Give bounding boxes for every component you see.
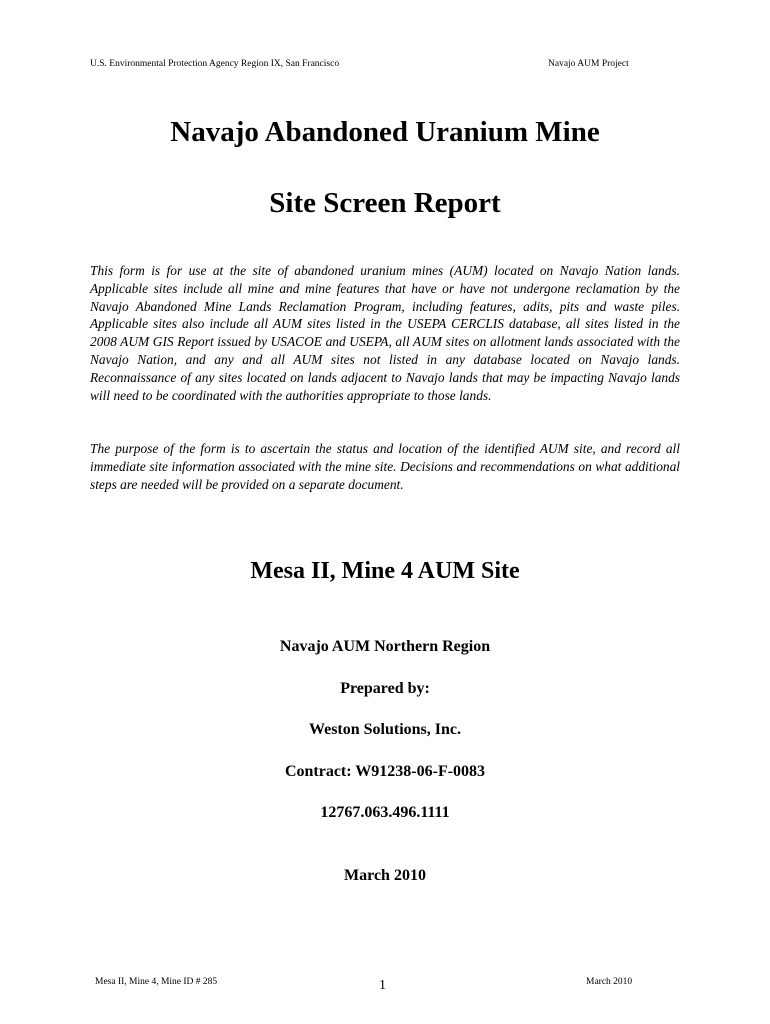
preparer-name: Weston Solutions, Inc. [308,721,462,738]
intro-paragraph-applicability: This form is for use at the site of abandoned uranium mines (AUM) located on Navajo Nation lands. Applicable sites include all mine and mine features that have or have not undergone reclamation by the Navajo Abandoned Mine Lands Reclamation Program, including features, adits, pits and waste piles. Applicable sites also include all AUM sites listed in the USEPA CERCLIS database, all sites listed in the 2008 AUM GIS Report issued by USACOE and USEPA, all AUM sites on allotment lands associated with the Navajo Nation, and any and all AUM sites not listed in any database located on Navajo lands. Reconnaissance of any sites located on lands adjacent to Navajo lands that may be impacting Navajo lands will need to be coordinated with the authorities appropriate to those lands. [90,263,680,403]
site-name: Mesa II, Mine 4 AUM Site [250,558,520,584]
footer-mine-id: Mesa II, Mine 4, Mine ID # 285 [95,977,218,987]
header-agency: U.S. Environmental Protection Agency Region IX, San Francisco [90,59,340,69]
site-region: Navajo AUM Northern Region [279,638,491,655]
report-title-line1: Navajo Abandoned Uranium Mine [170,116,600,148]
intro-paragraph-purpose: The purpose of the form is to ascertain the status and location of the identified AUM site, and record all immediate site information associated with the mine site. Decisions and recommendations on what additional steps are needed will be provided on a separate document. [90,441,680,492]
header-project: Navajo AUM Project [548,59,629,69]
footer-date: March 2010 [586,977,633,987]
report-title-line2: Site Screen Report [269,187,501,219]
prepared-by-label: Prepared by: [340,680,430,697]
report-date: March 2010 [344,867,426,884]
project-number: 12767.063.496.1111 [320,804,450,821]
footer-page-number: 1 [379,978,386,993]
contract-number: Contract: W91238-06-F-0083 [284,763,486,780]
